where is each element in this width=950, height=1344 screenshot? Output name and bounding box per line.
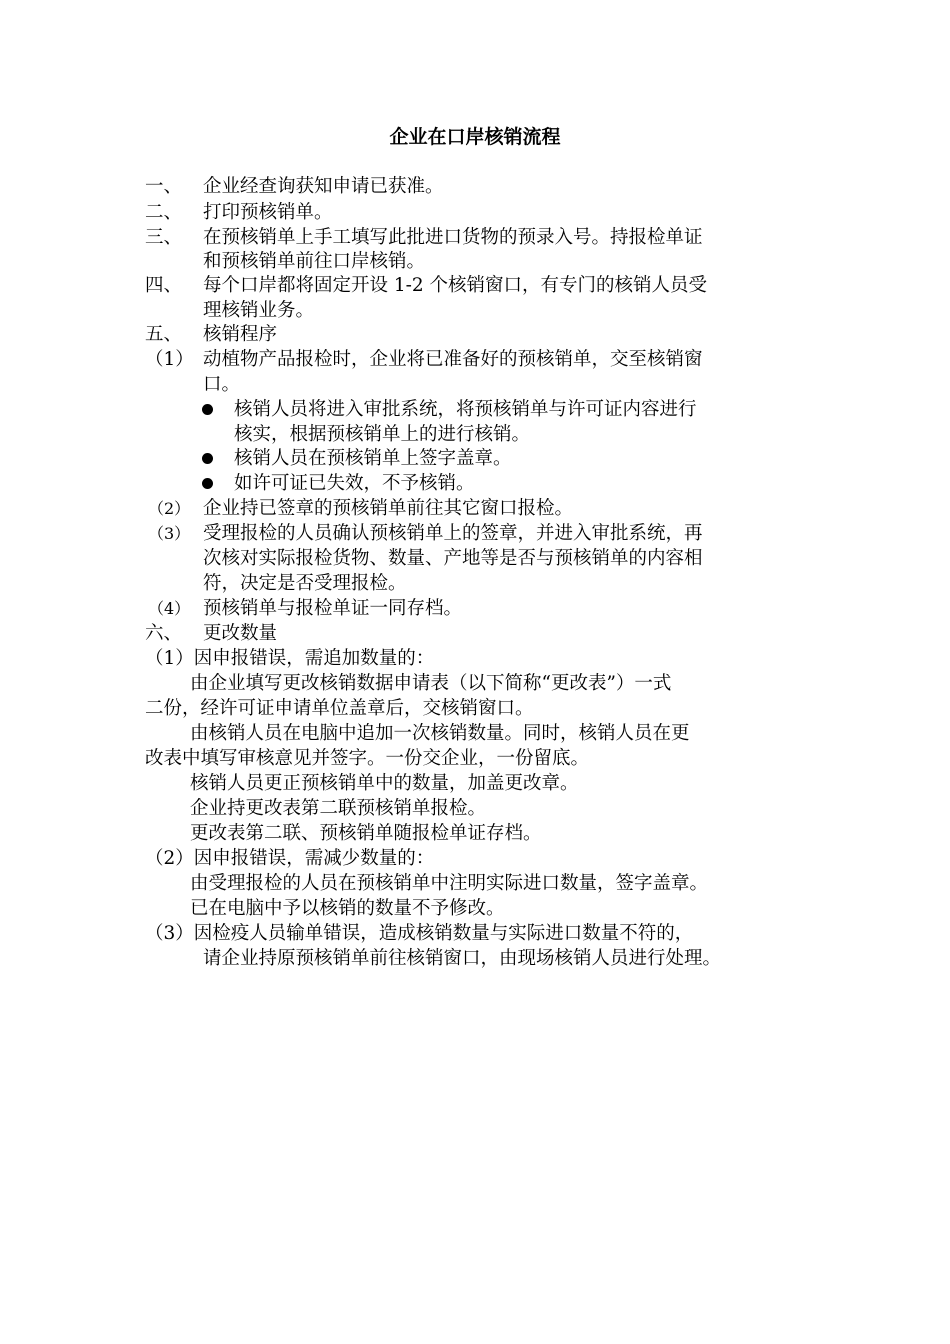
case-1-para-1-line-2: 二份，经许可证申请单位盖章后，交核销窗口。 <box>145 698 534 719</box>
section-5-item-3-number: （3） <box>148 524 191 543</box>
case-2-para-1: 由受理报检的人员在预核销单中注明实际进口数量，签字盖章。 <box>190 873 709 894</box>
section-1-number: 一、 <box>145 176 183 197</box>
section-5-item-4-number: （4） <box>148 599 191 618</box>
section-5-number: 五、 <box>145 324 183 345</box>
bullet-icon <box>202 478 213 489</box>
section-3-line-1: 在预核销单上手工填写此批进口货物的预录入号。持报检单证 <box>203 227 703 248</box>
case-3-heading: （3）因检疫人员输单错误，造成核销数量与实际进口数量不符的， <box>145 923 694 944</box>
document-title: 企业在口岸核销流程 <box>389 126 561 148</box>
section-5-item-4-text: 预核销单与报检单证一同存档。 <box>203 598 463 619</box>
bullet-2-text: 核销人员在预核销单上签字盖章。 <box>234 448 512 469</box>
section-2-text: 打印预核销单。 <box>203 202 333 223</box>
section-5-item-2-text: 企业持已签章的预核销单前往其它窗口报检。 <box>203 498 574 519</box>
bullet-3-text: 如许可证已失效，不予核销。 <box>234 473 475 494</box>
section-6-number: 六、 <box>145 623 183 644</box>
section-5-item-3-line-2: 次核对实际报检货物、数量、产地等是否与预核销单的内容相 <box>203 548 703 569</box>
case-1-para-5: 更改表第二联、预核销单随报检单证存档。 <box>190 823 542 844</box>
case-1-heading: （1）因申报错误，需追加数量的： <box>145 648 435 669</box>
case-2-para-2: 已在电脑中予以核销的数量不予修改。 <box>190 898 505 919</box>
section-5-item-1-line-1: 动植物产品报检时，企业将已准备好的预核销单，交至核销窗 <box>203 349 703 370</box>
section-3-line-2: 和预核销单前往口岸核销。 <box>203 251 426 272</box>
case-1-para-4: 企业持更改表第二联预核销单报检。 <box>190 798 487 819</box>
bullet-icon <box>202 404 213 415</box>
case-1-para-1-line-1: 由企业填写更改核销数据申请表（以下简称“更改表”）一式 <box>190 673 672 694</box>
section-4-line-1: 每个口岸都将固定开设 1-2 个核销窗口，有专门的核销人员受 <box>203 275 708 296</box>
section-5-item-1-number: （1） <box>145 349 194 370</box>
section-5-item-3-line-3: 符，决定是否受理报检。 <box>203 573 407 594</box>
case-1-para-2-line-1: 由核销人员在电脑中追加一次核销数量。同时，核销人员在更 <box>190 723 690 744</box>
section-5-text: 核销程序 <box>203 324 278 345</box>
section-5-item-2-number: （2） <box>148 499 191 518</box>
section-6-text: 更改数量 <box>203 623 278 644</box>
section-3-number: 三、 <box>145 227 183 248</box>
section-4-number: 四、 <box>145 275 183 296</box>
case-2-heading: （2）因申报错误，需减少数量的： <box>145 848 435 869</box>
bullet-1-line-1: 核销人员将进入审批系统，将预核销单与许可证内容进行 <box>234 399 697 420</box>
case-3-para-1: 请企业持原预核销单前往核销窗口，由现场核销人员进行处理。 <box>203 948 722 969</box>
case-1-para-2-line-2: 改表中填写审核意见并签字。一份交企业，一份留底。 <box>145 748 590 769</box>
section-2-number: 二、 <box>145 202 183 223</box>
case-1-para-3: 核销人员更正预核销单中的数量，加盖更改章。 <box>190 773 579 794</box>
bullet-icon <box>202 453 213 464</box>
section-1-text: 企业经查询获知申请已获准。 <box>203 176 444 197</box>
bullet-1-line-2: 核实，根据预核销单上的进行核销。 <box>234 424 531 445</box>
section-4-line-2: 理核销业务。 <box>203 300 315 321</box>
section-5-item-3-line-1: 受理报检的人员确认预核销单上的签章，并进入审批系统，再 <box>203 523 703 544</box>
section-5-item-1-line-2: 口。 <box>203 374 241 395</box>
